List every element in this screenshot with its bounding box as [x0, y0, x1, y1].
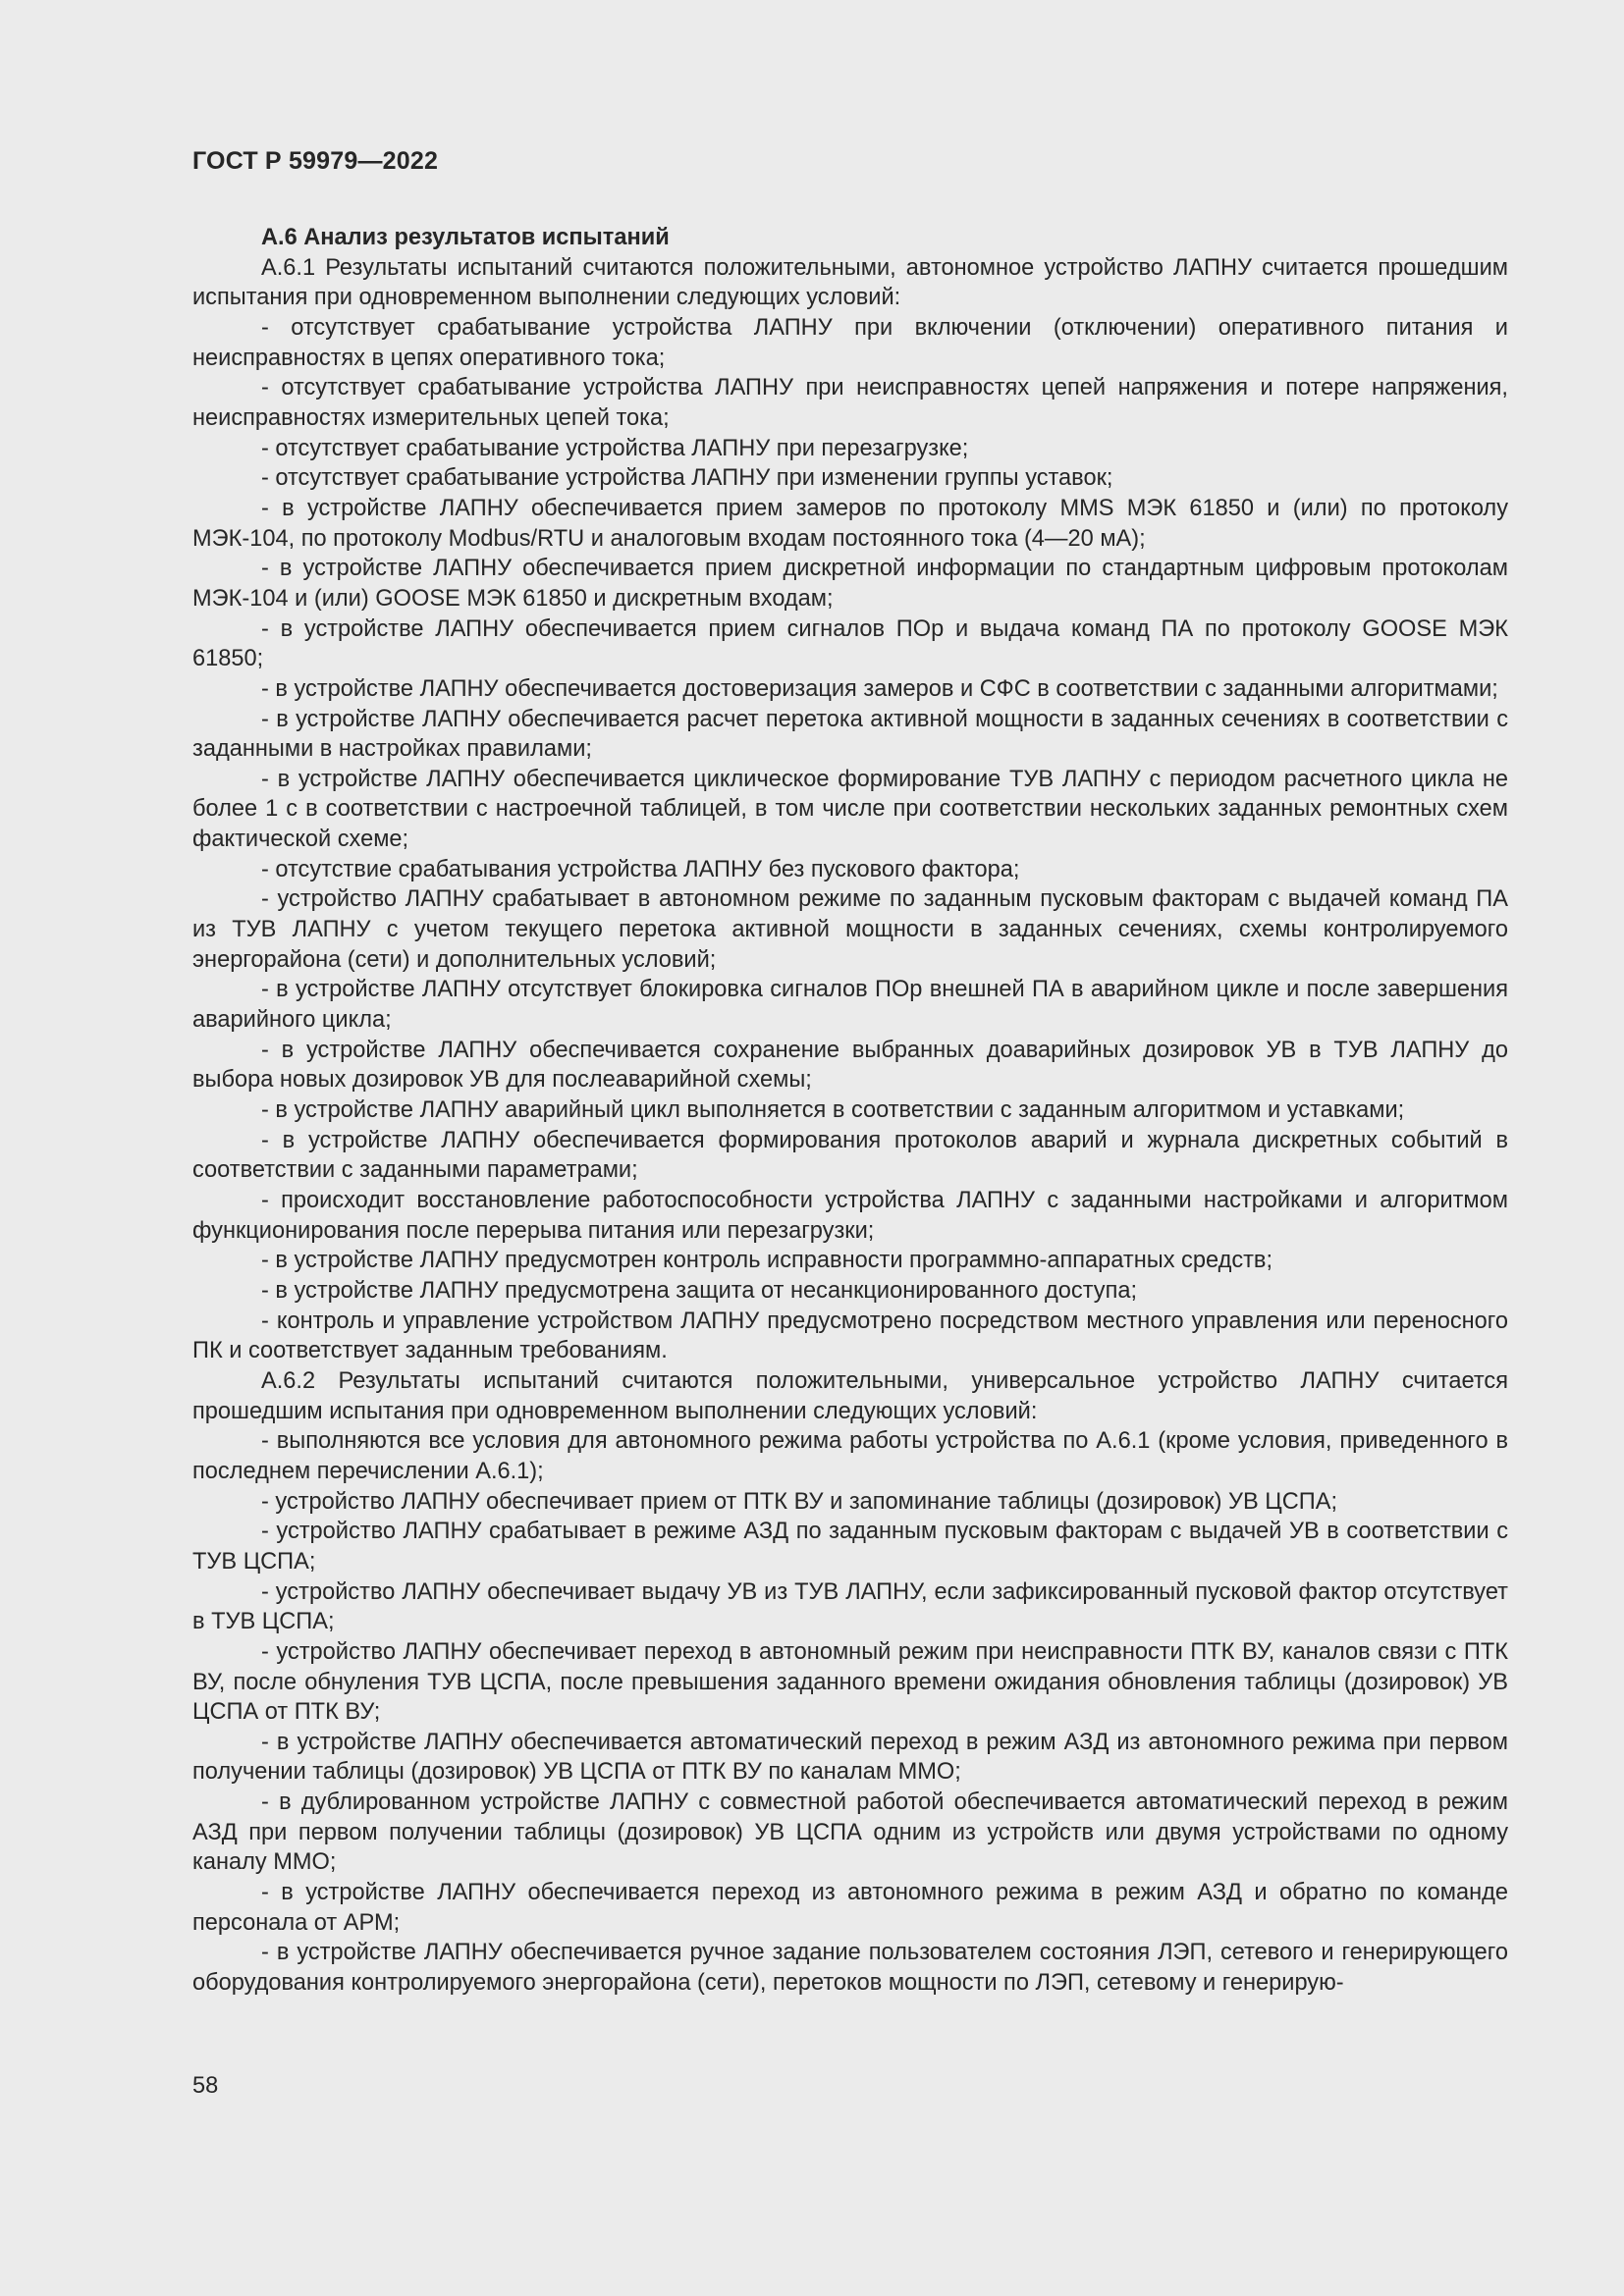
paragraph: - происходит восстановление работоспособности устройства ЛАПНУ с заданными настройками и алгоритмом функционирования после перерыва питания или перезагрузки; — [192, 1188, 1508, 1244]
paragraph: - в устройстве ЛАПНУ обеспечивается формирования протоколов аварий и журнала дискретных событий в соответствии с заданными параметрами; — [192, 1127, 1508, 1184]
paragraph: - в устройстве ЛАПНУ обеспечивается сохранение выбранных доаварийных дозировок УВ в ТУВ ЛАПНУ до выбора новых дозировок УВ для послеаварийной схемы; — [192, 1037, 1508, 1094]
paragraph: - в устройстве ЛАПНУ предусмотрена защита от несанкционированного доступа; — [261, 1277, 1138, 1304]
paragraph: - в устройстве ЛАПНУ отсутствует блокировка сигналов ПОр внешней ПА в аварийном цикле и после завершения аварийного цикла; — [192, 977, 1508, 1034]
paragraph: - в устройстве ЛАПНУ обеспечивается переход из автономного режима в режим АЗД и обратно по команде персонала от АРМ; — [192, 1880, 1508, 1936]
section-title: А.6 Анализ результатов испытаний — [261, 225, 670, 250]
page-number: 58 — [192, 2073, 219, 2099]
paragraph: - в устройстве ЛАПНУ обеспечивается прием замеров по протоколу MMS МЭК 61850 и (или) по протоколу МЭК-104, по протоколу Modbus/RTU и аналоговым входам постоянного тока (4—20 мА); — [192, 495, 1508, 552]
paragraph: - в устройстве ЛАПНУ обеспечивается расчет перетока активной мощности в заданных сечениях в соответствии с заданными в настройках правилами; — [192, 706, 1508, 763]
paragraph: - отсутствует срабатывание устройства ЛАПНУ при изменении группы уставок; — [261, 465, 1113, 492]
paragraph: А.6.1 Результаты испытаний считаются положительными, автономное устройство ЛАПНУ считается прошедшим испытания при одновременном выполнении следующих условий: — [192, 254, 1508, 311]
paragraph: - отсутствует срабатывание устройства ЛАПНУ при неисправностях цепей напряжения и потере напряжения, неисправностях измерительных цепей тока; — [192, 375, 1508, 431]
paragraph: - в дублированном устройстве ЛАПНУ с совместной работой обеспечивается автоматический переход в режим АЗД при первом получении таблицы (дозировок) УВ ЦСПА одним из устройств или двумя устройствами по одному каналу ММО; — [192, 1789, 1508, 1876]
paragraph: - устройство ЛАПНУ обеспечивает выдачу УВ из ТУВ ЛАПНУ, если зафиксированный пусковой фактор отсутствует в ТУВ ЦСПА; — [192, 1578, 1508, 1635]
document-body — [192, 223, 1508, 1999]
paragraph: - в устройстве ЛАПНУ обеспечивается циклическое формирование ТУВ ЛАПНУ с периодом расчетного цикла не более 1 с в соответствии с настроечной таблицей, в том числе при соответствии нескольких заданных ремонтных схем фактической схеме; — [192, 766, 1508, 853]
paragraph: - отсутствует срабатывание устройства ЛАПНУ при перезагрузке; — [261, 435, 969, 461]
paragraph: - устройство ЛАПНУ срабатывает в автономном режиме по заданным пусковым факторам с выдачей команд ПА из ТУВ ЛАПНУ с учетом текущего перетока активной мощности в заданных сечениях, схемы контролируемого энергорайона (сети) и дополнительных условий; — [192, 886, 1508, 973]
paragraph: - в устройстве ЛАПНУ обеспечивается прием дискретной информации по стандартным цифровым протоколам МЭК-104 и (или) GOOSE МЭК 61850 и дискретным входам; — [192, 556, 1508, 612]
paragraph: - в устройстве ЛАПНУ обеспечивается ручное задание пользователем состояния ЛЭП, сетевого и генерирующего оборудования контролируемого энергорайона (сети), перетоков мощности по ЛЭП, сетевому и генерирую- — [192, 1940, 1508, 1997]
paragraph: - устройство ЛАПНУ обеспечивает прием от ПТК ВУ и запоминание таблицы (дозировок) УВ ЦСПА; — [261, 1488, 1338, 1515]
paragraph: - отсутствие срабатывания устройства ЛАПНУ без пускового фактора; — [261, 856, 1020, 882]
paragraph: - устройство ЛАПНУ срабатывает в режиме АЗД по заданным пусковым факторам с выдачей УВ в соответствии с ТУВ ЦСПА; — [192, 1519, 1508, 1575]
paragraph: - отсутствует срабатывание устройства ЛАПНУ при включении (отключении) оперативного питания и неисправностях в цепях оперативного тока; — [192, 314, 1508, 371]
paragraph: - контроль и управление устройством ЛАПНУ предусмотрено посредством местного управления или переносного ПК и соответствует заданным требованиям. — [192, 1308, 1508, 1364]
paragraph: - выполняются все условия для автономного режима работы устройства по А.6.1 (кроме условия, приведенного в последнем перечислении А.6.1); — [192, 1428, 1508, 1484]
paragraph: - в устройстве ЛАПНУ обеспечивается прием сигналов ПОр и выдача команд ПА по протоколу GOOSE МЭК 61850; — [192, 615, 1508, 672]
paragraph: - в устройстве ЛАПНУ предусмотрен контроль исправности программно-аппаратных средств; — [261, 1248, 1273, 1274]
paragraph: - устройство ЛАПНУ обеспечивает переход в автономный режим при неисправности ПТК ВУ, каналов связи с ПТК ВУ, после обнуления ТУВ ЦСПА, после превышения заданного времени ожидания обновления таблицы (дозировок) УВ ЦСПА от ПТК ВУ; — [192, 1638, 1508, 1726]
paragraph: - в устройстве ЛАПНУ обеспечивается автоматический переход в режим АЗД из автономного режима при первом получении таблицы (дозировок) УВ ЦСПА от ПТК ВУ по каналам ММО; — [192, 1729, 1508, 1786]
paragraph: А.6.2 Результаты испытаний считаются положительными, универсальное устройство ЛАПНУ считается прошедшим испытания при одновременном выполнении следующих условий: — [192, 1367, 1508, 1424]
document-header: ГОСТ Р 59979—2022 — [192, 147, 439, 175]
paragraph: - в устройстве ЛАПНУ обеспечивается достоверизация замеров и СФС в соответствии с заданными алгоритмами; — [261, 675, 1498, 702]
paragraph: - в устройстве ЛАПНУ аварийный цикл выполняется в соответствии с заданным алгоритмом и уставками; — [261, 1097, 1405, 1124]
